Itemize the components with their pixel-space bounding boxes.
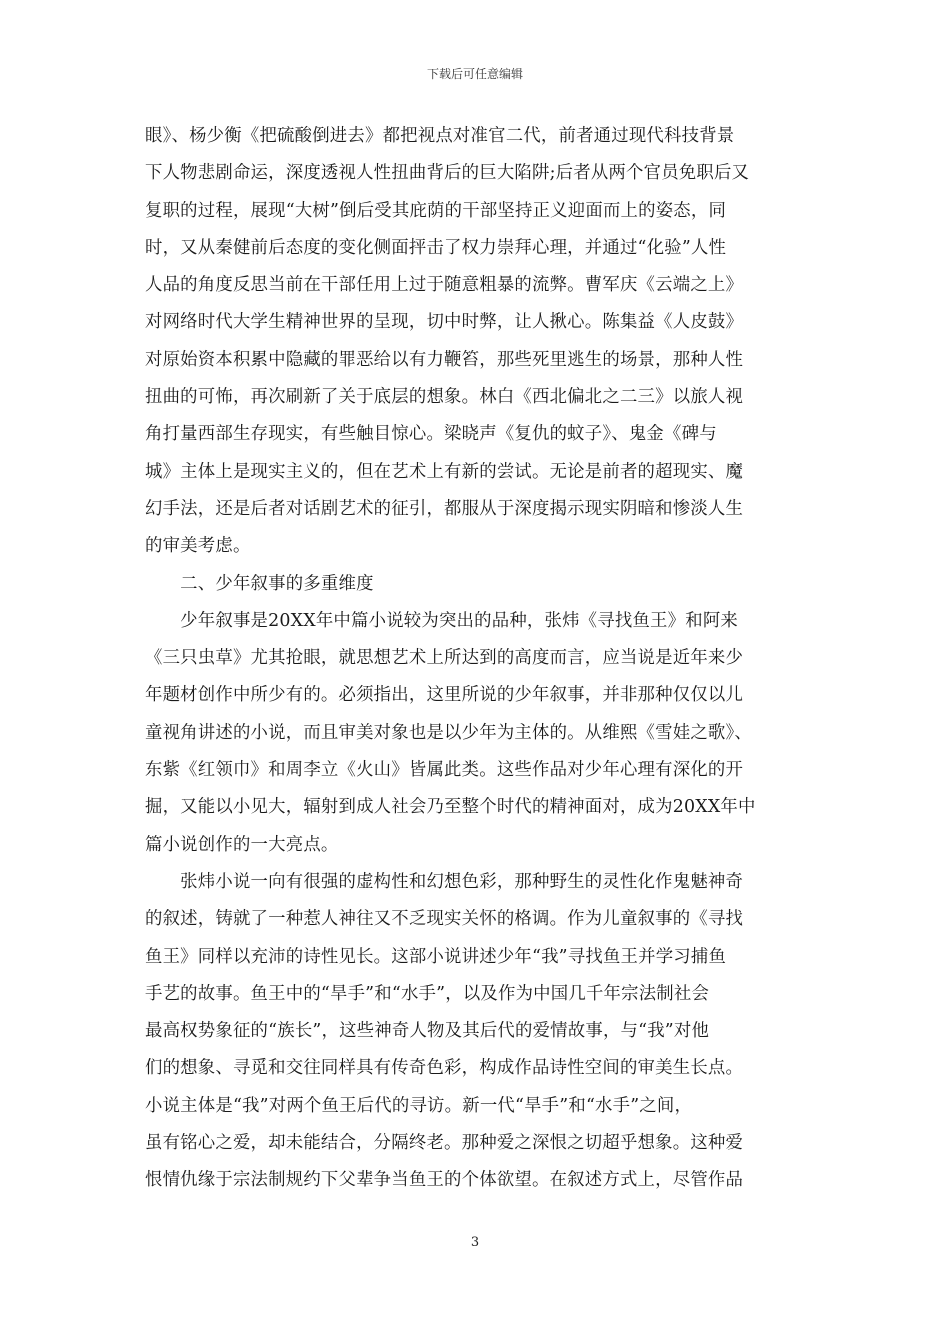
text-line: 恨情仇缘于宗法制规约下父辈争当鱼王的个体欲望。在叙述方式上，尽管作品 [145, 1170, 744, 1191]
text-line: 的叙述，铸就了一种惹人神往又不乏现实关怀的格调。作为儿童叙事的《寻找 [145, 909, 744, 930]
text-line: 们的想象、寻觅和交往同样具有传奇色彩，构成作品诗性空间的审美生长点。 [145, 1058, 744, 1079]
text-line: 少年叙事是20XX年中篇小说较为突出的品种，张炜《寻找鱼王》和阿来 [145, 610, 739, 631]
section-heading: 二、少年叙事的多重维度 [145, 573, 374, 594]
text-line: 最高权势象征的“族长”，这些神奇人物及其后代的爱情故事，与“我”对他 [145, 1021, 710, 1042]
text-line: 扭曲的可怖，再次刷新了关于底层的想象。林白《西北偏北之二三》以旅人视 [145, 387, 744, 408]
document-body [145, 118, 807, 1200]
text-line: 篇小说创作的一大亮点。 [145, 834, 339, 855]
text-line: 城》主体上是现实主义的，但在艺术上有新的尝试。无论是前者的超现实、魔 [145, 461, 744, 482]
text-line: 童视角讲述的小说，而且审美对象也是以少年为主体的。从维熙《雪娃之歌》、 [145, 722, 752, 743]
text-line: 虽有铭心之爱，却未能结合，分隔终老。那种爱之深恨之切超乎想象。这种爱 [145, 1133, 744, 1154]
text-line: 对原始资本积累中隐藏的罪恶给以有力鞭笞，那些死里逃生的场景，那种人性 [145, 349, 744, 370]
text-line: 角打量西部生存现实，有些触目惊心。梁晓声《复仇的蚊子》、鬼金《碑与 [145, 424, 717, 445]
text-line: 时，又从秦健前后态度的变化侧面抨击了权力崇拜心理，并通过“化验”人性 [145, 237, 727, 258]
text-line: 人品的角度反思当前在干部任用上过于随意粗暴的流弊。曹军庆《云端之上》 [145, 275, 744, 296]
page-number: 3 [470, 1235, 480, 1250]
text-line: 年题材创作中所少有的。必须指出，这里所说的少年叙事，并非那种仅仅以儿 [145, 685, 744, 706]
text-line: 复职的过程，展现“大树”倒后受其庇荫的干部坚持正义迎面而上的姿态，同 [145, 200, 727, 221]
text-line: 幻手法，还是后者对话剧艺术的征引，都服从于深度揭示现实阴暗和惨淡人生 [145, 498, 744, 519]
text-line: 对网络时代大学生精神世界的呈现，切中时弊，让人揪心。陈集益《人皮鼓》 [145, 312, 744, 333]
text-line: 掘，又能以小见大，辐射到成人社会乃至整个时代的精神面对，成为20XX年中 [145, 797, 756, 818]
text-line: 小说主体是“我”对两个鱼王后代的寻访。新一代“旱手”和“水手”之间， [145, 1095, 693, 1116]
text-line: 的审美考虑。 [145, 536, 251, 557]
text-line: 眼》、杨少衡《把硫酸倒进去》都把视点对准官二代，前者通过现代科技背景 [145, 126, 735, 146]
text-line: 东紫《红领巾》和周李立《火山》皆属此类。这些作品对少年心理有深化的开 [145, 760, 744, 781]
text-line: 手艺的故事。鱼王中的“旱手”和“水手”，以及作为中国几千年宗法制社会 [145, 983, 710, 1004]
text-line: 《三只虫草》尤其抢眼，就思想艺术上所达到的高度而言，应当说是近年来少 [145, 648, 744, 669]
text-line: 下人物悲剧命运，深度透视人性扭曲背后的巨大陷阱;后者从两个官员免职后又 [145, 163, 750, 184]
page-header: 下载后可任意编辑 [426, 67, 523, 81]
text-line: 鱼王》同样以充沛的诗性见长。这部小说讲述少年“我”寻找鱼王并学习捕鱼 [145, 946, 727, 967]
text-line: 张炜小说一向有很强的虚构性和幻想色彩，那种野生的灵性化作鬼魅神奇 [145, 871, 744, 892]
